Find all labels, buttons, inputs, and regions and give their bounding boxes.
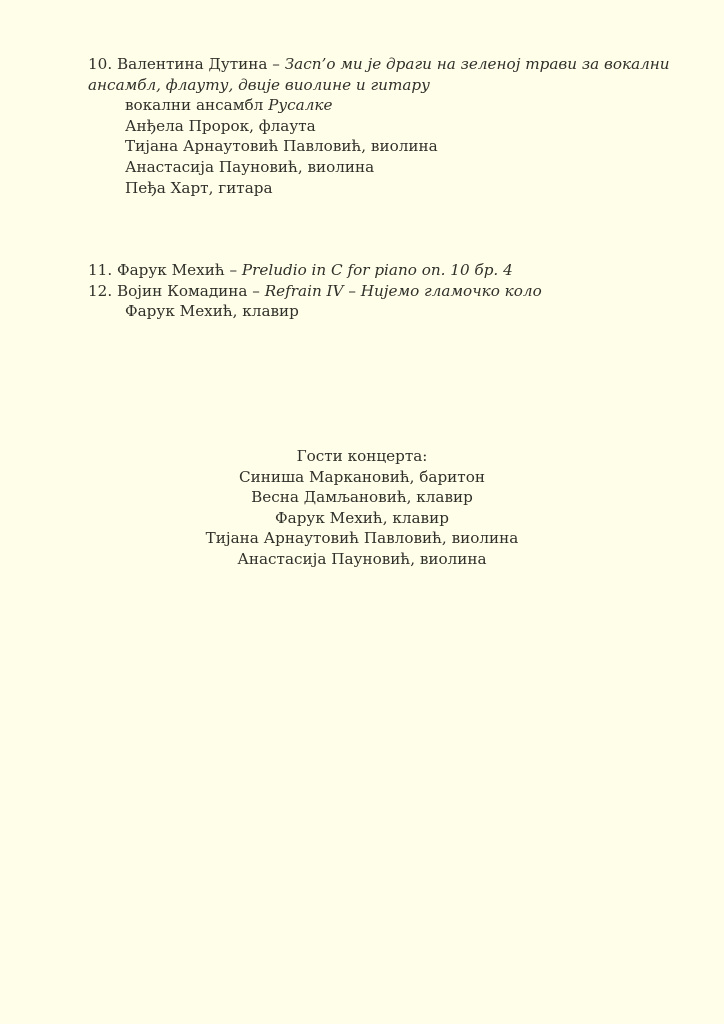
performer-text: Тијана Арнаутовић Павловић, виолина xyxy=(125,137,438,156)
item-10-title-line-1 xyxy=(88,54,684,75)
item-12-performer-piano xyxy=(88,301,684,322)
guest-violin-2: Анастасија Пауновић, виолина xyxy=(237,549,487,568)
program-items-11-12 xyxy=(88,260,684,322)
guest-piano-1: Весна Дамљановић, клавир xyxy=(251,488,473,507)
ensemble-name: Русалке xyxy=(268,96,333,115)
item-10-work-title-part-1: Засп’о ми је драги на зеленој трави за вокални xyxy=(284,55,670,73)
item-11-work-title: Preludio in C for piano оп. 10 бр. 4 xyxy=(241,261,513,279)
item-12-work-title: Refrain IV – Нијемо гламочко коло xyxy=(264,281,542,300)
program-item-12 xyxy=(88,281,684,302)
item-10-work-title-part-2: ансамбл, флауту, двије виолине и гитару xyxy=(88,75,430,94)
performer-text: Анастасија Пауновић, виолина xyxy=(125,157,375,176)
performer-text: Фарук Мехић, клавир xyxy=(125,302,299,321)
item-10-composer: 10. Валентина Дутина – xyxy=(88,55,285,73)
performer-text: вокални ансамбл xyxy=(125,96,269,115)
performer-text: Пеђа Харт, гитара xyxy=(125,178,273,197)
item-10-performer-violin-2 xyxy=(88,157,684,178)
item-11-composer: 11. Фарук Мехић – xyxy=(88,261,242,279)
item-10-title-line-2 xyxy=(88,75,684,96)
item-10-performer-violin-1 xyxy=(88,136,684,157)
guests-heading: Гости концерта: xyxy=(296,447,428,465)
item-10-performer-guitar xyxy=(88,178,684,199)
performer-text: Анђела Пророк, флаута xyxy=(125,116,316,135)
item-12-composer: 12. Војин Комадина – xyxy=(88,281,265,300)
guest-baritone: Синиша Маркановић, баритон xyxy=(239,467,485,486)
program-item-10 xyxy=(88,54,684,198)
item-10-performer-ensemble xyxy=(88,95,684,116)
guests-block xyxy=(0,446,724,570)
program-item-11 xyxy=(88,260,684,281)
guest-piano-2: Фарук Мехић, клавир xyxy=(275,508,449,527)
item-10-performer-flute xyxy=(88,116,684,137)
guest-violin-1: Тијана Арнаутовић Павловић, виолина xyxy=(205,529,519,548)
